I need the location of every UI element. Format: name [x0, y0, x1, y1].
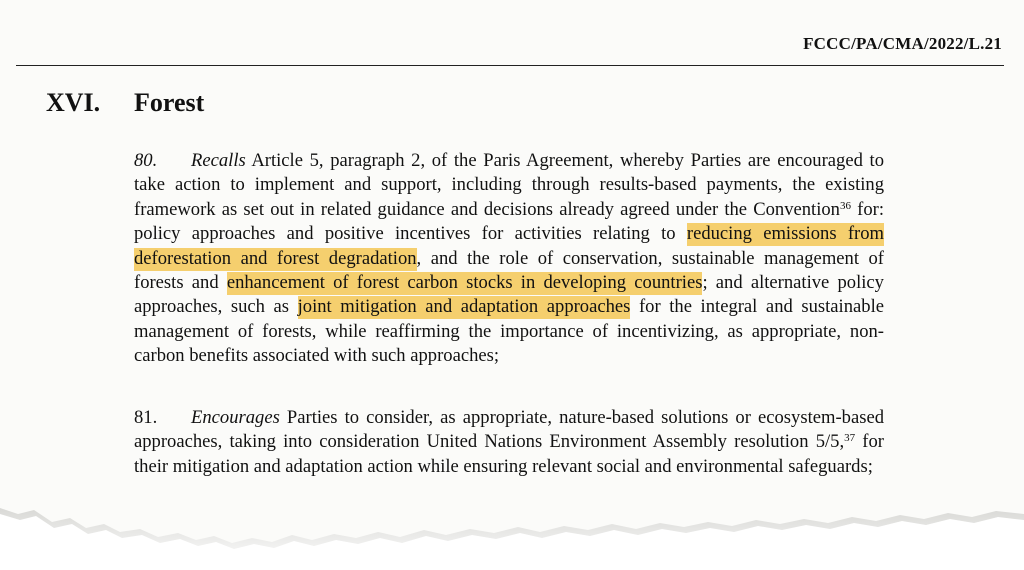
footnote-ref: 37 [844, 432, 856, 445]
paragraph-number: 80. [134, 150, 158, 171]
highlighted-phrase: enhancement of forest carbon stocks in developing countries [226, 272, 703, 294]
paragraph-text: ; and alternative policy approaches, such as [134, 272, 884, 318]
document-symbol: FCCC/PA/CMA/2022/L.21 [803, 34, 1002, 53]
paragraph-text: , and the role of conservation, sustainable management of forests and [134, 247, 884, 294]
paragraph-number: 81. [134, 407, 158, 428]
paragraph-text: Article 5, paragraph 2, of the Paris Agreement, whereby Parties are encouraged to take action to implement and support, including through results-based payments, the existing framework as set out in related guidance and decisions already agreed under the Convention [134, 150, 884, 220]
section-number: XVI. [46, 88, 101, 117]
highlighted-phrase: joint mitigation and adaptation approaches [297, 296, 631, 318]
paragraph-text: for: policy approaches and positive incentives for activities relating to [134, 198, 885, 245]
footnote-ref: 36 [839, 199, 851, 212]
paragraph-text: for their mitigation and adaptation action while ensuring relevant social and environmental safeguards; [134, 431, 884, 477]
header-rule [16, 65, 1004, 66]
operative-verb: Recalls [191, 150, 246, 171]
section-title: Forest [134, 88, 205, 117]
section-heading [46, 88, 204, 118]
paragraph-81 [134, 406, 884, 479]
operative-verb: Encourages [191, 407, 280, 428]
highlighted-phrase: reducing emissions from deforestation and forest degradation [134, 223, 884, 269]
paragraph-text: Parties to consider, as appropriate, nature-based solutions or ecosystem-based approaches, taking into consideration United Nations Environment Assembly resolution 5/5, [134, 407, 884, 453]
torn-paper-edge [0, 480, 1024, 570]
paragraph-text: for the integral and sustainable management of forests, while reaffirming the importance of incentivizing, as appropriate, non-carbon benefits associated with such approaches; [134, 296, 884, 367]
paragraph-80 [134, 149, 884, 369]
